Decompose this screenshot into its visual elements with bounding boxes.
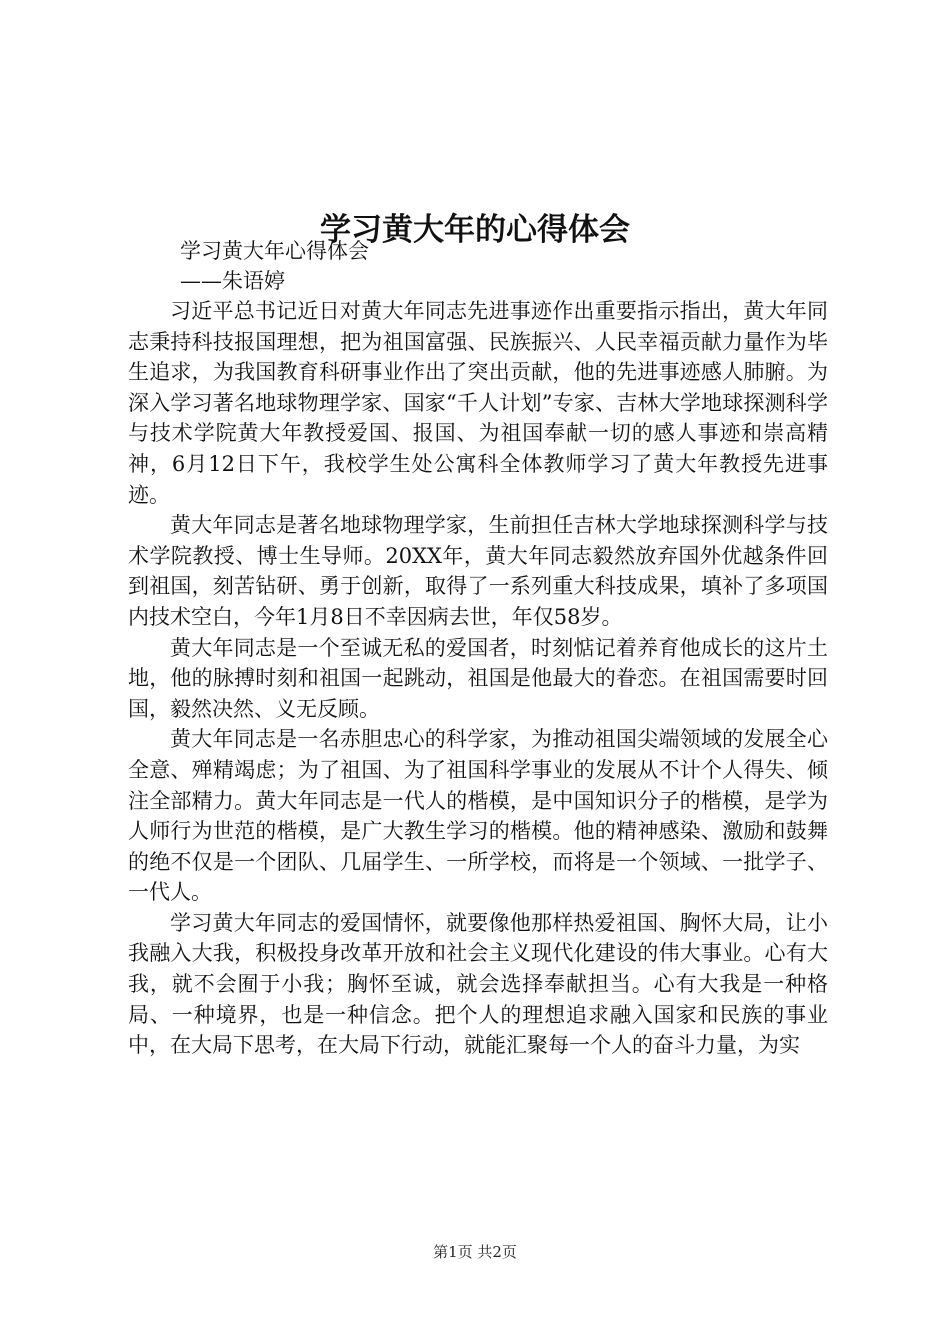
paragraph: 黄大年同志是著名地球物理学家，生前担任吉林大学地球探测科学与技术学院教授、博士生导师。20XX年，黄大年同志毅然放弃国外优越条件回到祖国，刻苦钻研、勇于创新，取得了一系列重大科技成果，填补了多项国内技术空白，今年1月8日不幸因病去世，年仅58岁。 — [128, 513, 828, 629]
paragraph: 习近平总书记近日对黄大年同志先进事迹作出重要指示指出，黄大年同志秉持科技报国理想，把为祖国富强、民族振兴、人民幸福贡献力量作为毕生追求，为我国教育科研事业作出了突出贡献，他的先进事迹感人肺腑。为深入学习著名地球物理学家、国家“千人计划”专家、吉林大学地球探测科学与技术学院黄大年教授爱国、报国、为祖国奉献一切的感人事迹和崇高精神，6月12日下午，我校学生处公寓科全体教师学习了黄大年教授先进事迹。 — [128, 299, 828, 507]
document-subtitle: 学习黄大年心得体会 — [180, 239, 369, 263]
document-title: 学习黄大年的心得体会 — [320, 211, 630, 248]
paragraph: 学习黄大年同志的爱国情怀，就要像他那样热爱祖国、胸怀大局，让小我融入大我，积极投身改革开放和社会主义现代化建设的伟大事业。心有大我，就不会囿于小我；胸怀至诚，就会选择奉献担当。心有大我是一种格局、一种境界，也是一种信念。把个人的理想追求融入国家和民族的事业中，在大局下思考，在大局下行动，就能汇聚每一个人的奋斗力量，为实 — [128, 910, 828, 1058]
paragraph: 黄大年同志是一名赤胆忠心的科学家，为推动祖国尖端领域的发展全心全意、殚精竭虑；为了祖国、为了祖国科学事业的发展从不计个人得失、倾注全部精力。黄大年同志是一代人的楷模，是中国知识分子的楷模，是学为人师行为世范的楷模，是广大教生学习的楷模。他的精神感染、激励和鼓舞的绝不仅是一个团队、几届学生、一所学校，而将是一个领域、一批学子、一代人。 — [128, 727, 828, 905]
paragraph: 黄大年同志是一个至诚无私的爱国者，时刻惦记着养育他成长的这片土地，他的脉搏时刻和祖国一起跳动，祖国是他最大的眷恋。在祖国需要时回国，毅然决然、义无反顾。 — [128, 635, 828, 721]
document-author: ——朱语婷 — [180, 269, 285, 293]
document-body — [128, 296, 828, 1061]
page-footer: 第1页 共2页 — [433, 1243, 517, 1261]
